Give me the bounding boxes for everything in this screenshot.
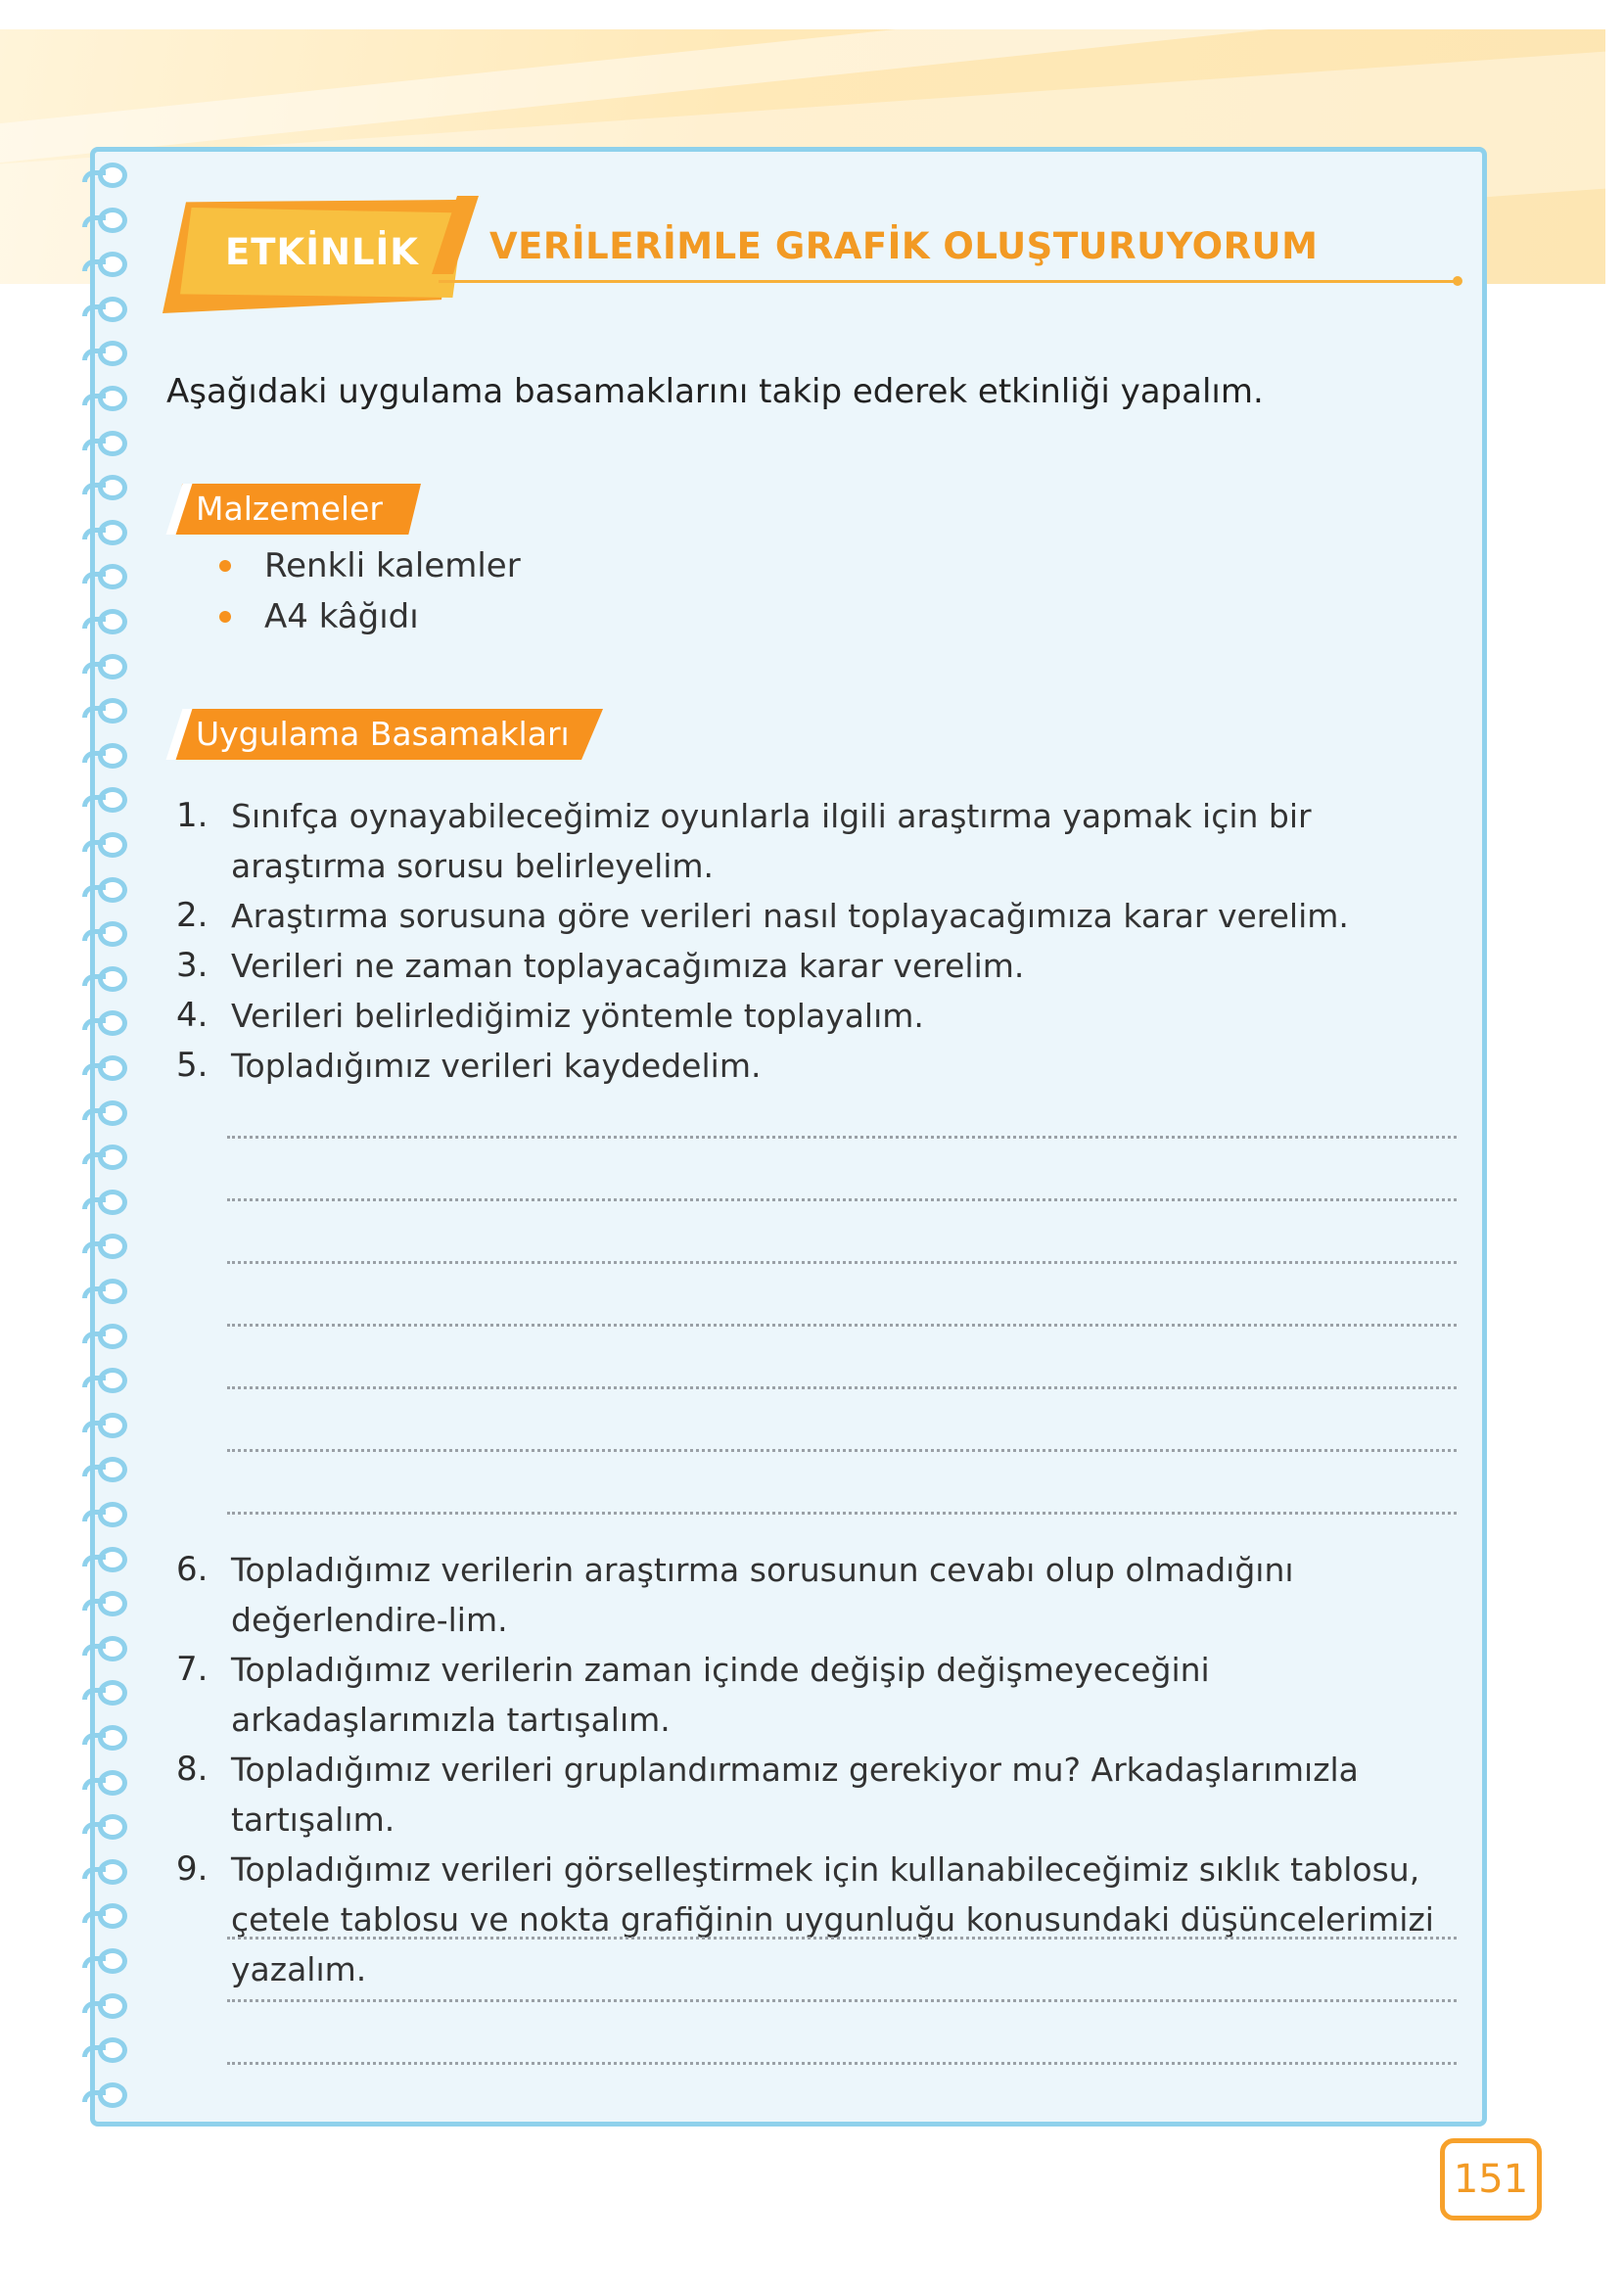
binding-hook xyxy=(82,1778,106,1790)
answer-line[interactable] xyxy=(227,1512,1457,1515)
binding-hook xyxy=(82,1465,106,1476)
step-text: Sınıfça oynayabileceğimiz oyunlarla ilgili araştırma yapmak için bir araştırma sorusu belirleyelim. xyxy=(231,797,1312,885)
binding-hook xyxy=(82,840,106,852)
answer-line[interactable] xyxy=(227,1198,1457,1201)
binding-hook xyxy=(82,1376,106,1387)
list-item xyxy=(176,1745,1474,1845)
list-item xyxy=(176,1845,1474,1994)
binding-hook xyxy=(82,1286,106,1298)
binding-hook xyxy=(82,662,106,674)
step-number: 7. xyxy=(176,1650,209,1689)
binding-hook xyxy=(82,929,106,941)
binding-hook xyxy=(82,1018,106,1030)
binding-hook xyxy=(82,2045,106,2057)
binding-hook xyxy=(82,528,106,539)
answer-line[interactable] xyxy=(227,1999,1457,2002)
answer-line[interactable] xyxy=(227,1261,1457,1264)
binding-hook xyxy=(82,751,106,763)
binding-hook xyxy=(82,1956,106,1968)
step-number: 4. xyxy=(176,996,209,1035)
bullet-dot xyxy=(219,611,231,623)
answer-line[interactable] xyxy=(227,1324,1457,1327)
binding-hook xyxy=(82,1822,106,1834)
step-number: 2. xyxy=(176,896,209,935)
binding-hook xyxy=(82,1867,106,1879)
step-text: Topladığımız verileri gruplandırmamız gerekiyor mu? Arkadaşlarımızla tartışalım. xyxy=(231,1751,1359,1839)
list-item xyxy=(215,540,521,591)
step-number: 6. xyxy=(176,1550,209,1589)
binding-hook xyxy=(82,1241,106,1253)
step-text: Topladığımız verilerin araştırma sorusunun cevabı olup olmadığını değerlendire-lim. xyxy=(231,1551,1294,1639)
binding-hook xyxy=(82,617,106,629)
answer-line[interactable] xyxy=(227,1937,1457,1940)
steps-list-a xyxy=(176,791,1474,1091)
title-underline-dot xyxy=(1453,276,1462,286)
step-text: Araştırma sorusuna göre verileri nasıl toplayacağımıza karar verelim. xyxy=(231,897,1349,935)
materials-label: Malzemeler xyxy=(196,490,383,528)
step-text: Verileri belirlediğimiz yöntemle toplayalım. xyxy=(231,997,924,1035)
binding-hook xyxy=(82,1733,106,1745)
binding-hook xyxy=(82,1688,106,1700)
steps-tag xyxy=(172,709,603,760)
binding-hook xyxy=(82,349,106,360)
step-text: Verileri ne zaman toplayacağımıza karar verelim. xyxy=(231,947,1025,985)
step-text: Topladığımız verileri görselleştirmek için kullanabileceğimiz sıklık tablosu, çetele tablosu ve nokta grafiğinin uygunluğu konusundaki düşüncelerimizi yazalım. xyxy=(231,1850,1434,1988)
binding-hook xyxy=(82,1063,106,1075)
binding-hook xyxy=(82,706,106,718)
list-item xyxy=(215,591,521,642)
binding-hook xyxy=(82,1421,106,1432)
materials-tag xyxy=(172,484,421,535)
binding-hook xyxy=(82,1510,106,1521)
list-item xyxy=(176,941,1474,991)
list-item xyxy=(176,791,1474,891)
binding-hook xyxy=(82,572,106,584)
spiral-binding xyxy=(84,159,143,2127)
material-text: Renkli kalemler xyxy=(264,546,521,585)
badge-label: ETKİNLİK xyxy=(225,231,419,273)
binding-hook xyxy=(82,795,106,807)
step-number: 8. xyxy=(176,1750,209,1789)
binding-hook xyxy=(82,1599,106,1611)
binding-hook xyxy=(82,304,106,316)
binding-hook xyxy=(82,439,106,450)
list-item xyxy=(176,991,1474,1041)
step-number: 9. xyxy=(176,1849,209,1889)
answer-line[interactable] xyxy=(227,1136,1457,1139)
materials-list xyxy=(215,540,521,642)
binding-hook xyxy=(82,974,106,986)
answer-line[interactable] xyxy=(227,1449,1457,1452)
list-item xyxy=(176,1645,1474,1745)
list-item xyxy=(176,1041,1474,1091)
activity-title: VERİLERİMLE GRAFİK OLUŞTURUYORUM xyxy=(489,225,1319,267)
material-text: A4 kâğıdı xyxy=(264,597,419,636)
step-number: 5. xyxy=(176,1046,209,1085)
step-text: Topladığımız verileri kaydedelim. xyxy=(231,1047,762,1085)
binding-hook xyxy=(82,1332,106,1343)
list-item xyxy=(176,1545,1474,1645)
binding-hook xyxy=(82,2090,106,2102)
binding-hook xyxy=(82,259,106,271)
step-number: 1. xyxy=(176,796,209,835)
binding-hook xyxy=(82,1108,106,1120)
binding-hook xyxy=(82,2001,106,2013)
binding-hook xyxy=(82,885,106,897)
binding-hook xyxy=(82,1644,106,1656)
steps-label: Uygulama Basamakları xyxy=(196,715,570,753)
bullet-dot xyxy=(219,560,231,572)
binding-hook xyxy=(82,1911,106,1923)
intro-text: Aşağıdaki uygulama basamaklarını takip ederek etkinliği yapalım. xyxy=(166,372,1264,411)
step-text: Topladığımız verilerin zaman içinde değişip değişmeyeceğini arkadaşlarımızla tartışalım. xyxy=(231,1651,1210,1739)
binding-hook xyxy=(82,215,106,227)
page-number: 151 xyxy=(1440,2138,1542,2221)
binding-hook xyxy=(82,1152,106,1164)
binding-hook xyxy=(82,394,106,405)
answer-line[interactable] xyxy=(227,1386,1457,1389)
list-item xyxy=(176,891,1474,941)
binding-hook xyxy=(82,1555,106,1566)
title-underline xyxy=(439,280,1457,283)
step-number: 3. xyxy=(176,946,209,985)
activity-badge xyxy=(162,192,476,319)
answer-line[interactable] xyxy=(227,2062,1457,2065)
steps-list-b xyxy=(176,1545,1474,1994)
binding-hook xyxy=(82,170,106,182)
binding-hook xyxy=(82,483,106,494)
binding-hook xyxy=(82,1197,106,1209)
